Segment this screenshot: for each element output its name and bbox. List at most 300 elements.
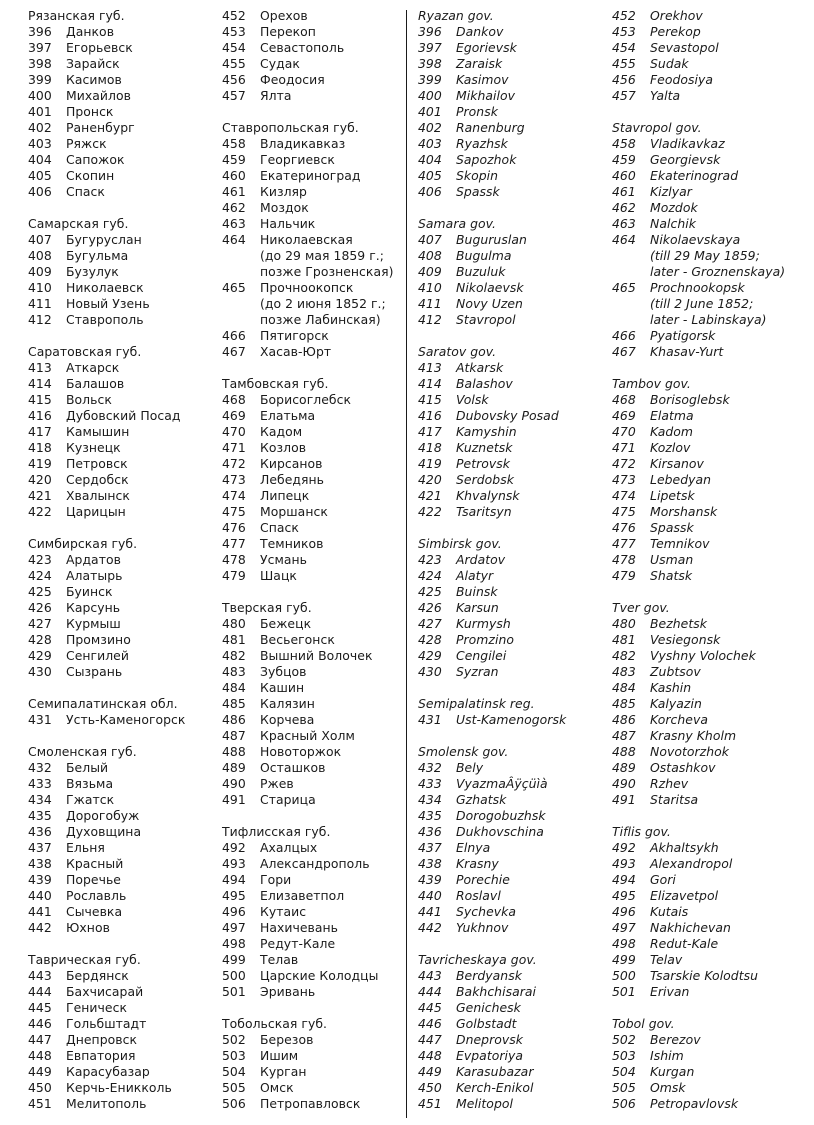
item-name: Nalchik: [650, 216, 696, 231]
section-heading: Тобольская губ.: [222, 1016, 328, 1031]
item-name: Красный: [66, 856, 124, 871]
item-name: Omsk: [650, 1080, 686, 1095]
list-item: [418, 56, 606, 72]
list-item: [418, 1080, 606, 1096]
list-item: [418, 88, 606, 104]
item-name: Feodosiya: [650, 72, 714, 87]
section-heading: Saratov gov.: [418, 344, 497, 359]
list-item: [28, 424, 216, 440]
section-heading: Stavropol gov.: [612, 120, 702, 135]
list-item: [418, 40, 606, 56]
list-item: [28, 920, 216, 936]
item-number: 488: [612, 744, 636, 759]
list-item: [222, 136, 406, 152]
item-number: 435: [28, 808, 52, 823]
item-number: 445: [418, 1000, 442, 1015]
item-number: 432: [28, 760, 52, 775]
item-name: Прочноокопск: [260, 280, 354, 295]
item-number: 492: [612, 840, 636, 855]
list-item: [418, 280, 606, 296]
item-number: 480: [222, 616, 246, 631]
item-name: Евпатория: [66, 1048, 136, 1063]
item-name: Stavropol: [456, 312, 516, 327]
item-number: 497: [222, 920, 246, 935]
list-item: [222, 888, 406, 904]
list-item: [28, 648, 216, 664]
item-number: 468: [612, 392, 636, 407]
item-name: Kasimov: [456, 72, 509, 87]
item-name: (до 2 июня 1852 г.;: [260, 296, 386, 311]
item-number: 477: [612, 536, 636, 551]
item-number: 397: [28, 40, 52, 55]
list-item: [28, 904, 216, 920]
item-name: Buguruslan: [456, 232, 527, 247]
item-name: Nikolaevsk: [456, 280, 524, 295]
list-item: [418, 616, 606, 632]
item-number: 400: [418, 88, 442, 103]
item-name: Дубовский Посад: [66, 408, 181, 423]
item-name: Perekop: [650, 24, 701, 39]
item-name: Юхнов: [66, 920, 110, 935]
list-item: [612, 1080, 812, 1096]
item-number: 418: [28, 440, 52, 455]
list-item: [418, 472, 606, 488]
item-number: 500: [222, 968, 246, 983]
item-name: Гольбштадт: [66, 1016, 147, 1031]
item-number: 505: [612, 1080, 636, 1095]
item-name: Bakhchisarai: [456, 984, 537, 999]
list-item: [418, 760, 606, 776]
item-number: 443: [28, 968, 52, 983]
list-item: [28, 392, 216, 408]
list-item: [418, 920, 606, 936]
item-name: Эривань: [260, 984, 316, 999]
item-name: Ржев: [260, 776, 294, 791]
item-name: Усть-Каменогорск: [66, 712, 186, 727]
list-item: [28, 104, 216, 120]
list-item: [222, 664, 406, 680]
column-english-right: [612, 8, 812, 1112]
list-item: [612, 440, 812, 456]
item-number: 428: [418, 632, 442, 647]
section-gap: [612, 360, 812, 376]
list-item: [418, 152, 606, 168]
list-item: [418, 168, 606, 184]
item-name: Липецк: [260, 488, 310, 503]
item-name: Рославль: [66, 888, 127, 903]
item-name: Georgievsk: [650, 152, 721, 167]
item-name: VyazmaÂÿçüìà: [456, 776, 548, 791]
item-number: 480: [612, 616, 636, 631]
item-number: 430: [28, 664, 52, 679]
item-number: 437: [28, 840, 52, 855]
item-name: Porechie: [456, 872, 510, 887]
list-item: [28, 264, 216, 280]
item-number: 493: [612, 856, 636, 871]
item-number: 457: [222, 88, 246, 103]
list-item: [612, 536, 812, 552]
list-item: [418, 1032, 606, 1048]
list-item: [418, 232, 606, 248]
item-name: Данков: [66, 24, 115, 39]
list-item: [222, 840, 406, 856]
list-item: [222, 88, 406, 104]
item-number: 451: [418, 1096, 442, 1111]
item-name: Ялта: [260, 88, 292, 103]
item-number: 441: [418, 904, 442, 919]
list-item: [612, 24, 812, 40]
list-item: [418, 1016, 606, 1032]
list-item: [222, 216, 406, 232]
item-number: 440: [418, 888, 442, 903]
list-item: [222, 8, 406, 24]
item-number: 479: [612, 568, 636, 583]
item-number: 441: [28, 904, 52, 919]
item-number: 457: [612, 88, 636, 103]
item-number: 468: [222, 392, 246, 407]
item-name: Моздок: [260, 200, 309, 215]
list-item: [612, 344, 812, 360]
item-name: (till 29 May 1859;: [650, 248, 760, 263]
list-item: [612, 328, 812, 344]
list-item: [418, 72, 606, 88]
item-name: Николаевская: [260, 232, 353, 247]
list-item: [222, 168, 406, 184]
item-name: Sudak: [650, 56, 689, 71]
list-item: [612, 8, 812, 24]
item-number: 439: [418, 872, 442, 887]
item-number: 502: [222, 1032, 246, 1047]
list-item: [418, 376, 606, 392]
list-item: [222, 952, 406, 968]
item-name: Елатьма: [260, 408, 316, 423]
list-item: [222, 56, 406, 72]
list-item: [28, 808, 216, 824]
list-item: [612, 936, 812, 952]
list-item: [418, 1096, 606, 1112]
item-name: Сычевка: [66, 904, 123, 919]
list-item: [612, 488, 812, 504]
item-name: Dneprovsk: [456, 1032, 523, 1047]
list-item: [612, 888, 812, 904]
item-name: Белый: [66, 760, 109, 775]
list-item: [28, 24, 216, 40]
item-name: Дорогобуж: [66, 808, 140, 823]
list-item: [28, 888, 216, 904]
list-item: [28, 56, 216, 72]
item-number: 434: [418, 792, 442, 807]
item-name: Zaraisk: [456, 56, 503, 71]
item-number: 400: [28, 88, 52, 103]
item-number: 456: [612, 72, 636, 87]
list-item: [222, 200, 406, 216]
item-number: 446: [28, 1016, 52, 1031]
item-name: Yukhnov: [456, 920, 509, 935]
item-name: Аткарск: [66, 360, 120, 375]
list-item: [418, 456, 606, 472]
item-name: Mikhailov: [456, 88, 516, 103]
item-name: Хвалынск: [66, 488, 130, 503]
section-gap: [418, 936, 606, 952]
item-name: Roslavl: [456, 888, 501, 903]
column-russian-right: [222, 8, 406, 1112]
item-number: 486: [222, 712, 246, 727]
list-item: [28, 136, 216, 152]
item-name: Kalyazin: [650, 696, 702, 711]
item-name: Кутаис: [260, 904, 307, 919]
item-number: 505: [222, 1080, 246, 1095]
list-item: [418, 360, 606, 376]
item-name: Bugulma: [456, 248, 512, 263]
list-item: [612, 792, 812, 808]
list-item: [418, 840, 606, 856]
item-name: Promzino: [456, 632, 514, 647]
list-item: [418, 120, 606, 136]
list-item: [28, 280, 216, 296]
item-name: Феодосия: [260, 72, 325, 87]
item-name: Духовщина: [66, 824, 142, 839]
item-number: 442: [28, 920, 52, 935]
item-name: Kozlov: [650, 440, 691, 455]
item-number: 462: [612, 200, 636, 215]
list-item: [612, 56, 812, 72]
list-item: [28, 776, 216, 792]
item-number: 501: [612, 984, 636, 999]
item-name: позже Грозненская): [260, 264, 394, 279]
item-name: Shatsk: [650, 568, 693, 583]
section-gap: [418, 328, 606, 344]
list-item: [418, 968, 606, 984]
item-number: 470: [222, 424, 246, 439]
list-item: [418, 184, 606, 200]
item-name: later - Labinskaya): [650, 312, 767, 327]
list-item: [418, 296, 606, 312]
section-gap: [612, 584, 812, 600]
list-item: [612, 1064, 812, 1080]
item-number: 484: [222, 680, 246, 695]
item-number: 451: [28, 1096, 52, 1111]
section-gap: [28, 728, 216, 744]
list-item: [28, 552, 216, 568]
list-item: [418, 584, 606, 600]
section-gap: [612, 104, 812, 120]
list-item: [418, 600, 606, 616]
list-item: [222, 936, 406, 952]
item-name: Kirsanov: [650, 456, 704, 471]
item-number: 459: [612, 152, 636, 167]
list-item: [418, 872, 606, 888]
item-number: 485: [222, 696, 246, 711]
list-item: [612, 232, 812, 248]
item-name: Kuznetsk: [456, 440, 513, 455]
list-item: [418, 424, 606, 440]
item-name: Korcheva: [650, 712, 708, 727]
list-item: [28, 360, 216, 376]
item-number: 425: [418, 584, 442, 599]
list-item: [612, 872, 812, 888]
item-name: Спаск: [260, 520, 299, 535]
item-number: 464: [612, 232, 636, 247]
item-name: Вязьма: [66, 776, 114, 791]
item-number: 444: [28, 984, 52, 999]
section-gap: [28, 520, 216, 536]
item-name: Севастополь: [260, 40, 345, 55]
item-number: 410: [418, 280, 442, 295]
list-item: [222, 712, 406, 728]
list-item: [612, 920, 812, 936]
item-name: Старица: [260, 792, 316, 807]
item-name: Krasny Kholm: [650, 728, 737, 743]
item-number: 438: [418, 856, 442, 871]
item-name: Vyshny Volochek: [650, 648, 756, 663]
item-name: Genichesk: [456, 1000, 521, 1015]
item-name: Kamyshin: [456, 424, 517, 439]
item-number: 404: [418, 152, 442, 167]
list-item: [222, 648, 406, 664]
item-name: Ахалцых: [260, 840, 318, 855]
item-number: 429: [28, 648, 52, 663]
item-name: Nakhichevan: [650, 920, 731, 935]
item-number: 401: [28, 104, 52, 119]
item-number: 491: [222, 792, 246, 807]
item-name: Redut-Kale: [650, 936, 719, 951]
item-name: Бежецк: [260, 616, 312, 631]
item-number: 420: [28, 472, 52, 487]
section-heading: Смоленская губ.: [28, 744, 137, 759]
item-number: 481: [222, 632, 246, 647]
item-name: Bezhetsk: [650, 616, 707, 631]
list-item: [222, 1080, 406, 1096]
section-gap: [28, 328, 216, 344]
item-name: Buinsk: [456, 584, 498, 599]
item-number: 469: [612, 408, 636, 423]
section-heading: Semipalatinsk reg.: [418, 696, 535, 711]
item-number: 440: [28, 888, 52, 903]
list-item: [612, 952, 812, 968]
item-number: 492: [222, 840, 246, 855]
item-name: Пятигорск: [260, 328, 329, 343]
item-name: Геническ: [66, 1000, 127, 1015]
item-number: 483: [222, 664, 246, 679]
item-name: Borisoglebsk: [650, 392, 730, 407]
item-name: Касимов: [66, 72, 122, 87]
item-number: 499: [612, 952, 636, 967]
item-name: Golbstadt: [456, 1016, 517, 1031]
item-name: Buzuluk: [456, 264, 506, 279]
list-item: [28, 616, 216, 632]
list-item: [222, 520, 406, 536]
list-item: [612, 456, 812, 472]
item-number: 467: [222, 344, 246, 359]
item-name: Ust-Kamenogorsk: [456, 712, 567, 727]
list-item: [612, 472, 812, 488]
item-number: 417: [418, 424, 442, 439]
list-item: [222, 504, 406, 520]
item-number: 461: [222, 184, 246, 199]
item-number: 396: [418, 24, 442, 39]
section-gap: [418, 520, 606, 536]
list-item: [612, 728, 812, 744]
item-name: Spassk: [456, 184, 500, 199]
item-number: 423: [418, 552, 442, 567]
item-number: 406: [28, 184, 52, 199]
item-number: 429: [418, 648, 442, 663]
item-name: Erivan: [650, 984, 690, 999]
list-item: [222, 152, 406, 168]
item-name: Nikolaevskaya: [650, 232, 741, 247]
item-number: 423: [28, 552, 52, 567]
section-heading: Tobol gov.: [612, 1016, 675, 1031]
list-item: [222, 1048, 406, 1064]
item-name: Morshansk: [650, 504, 718, 519]
item-name: Novotorzhok: [650, 744, 729, 759]
list-item: [28, 856, 216, 872]
list-item: [418, 552, 606, 568]
list-item: [222, 248, 406, 264]
item-number: 466: [222, 328, 246, 343]
list-item: [612, 312, 812, 328]
item-number: 504: [222, 1064, 246, 1079]
item-number: 427: [28, 616, 52, 631]
item-name: Lebedyan: [650, 472, 712, 487]
list-item: [28, 600, 216, 616]
item-number: 496: [222, 904, 246, 919]
list-item: [418, 264, 606, 280]
list-item: [418, 856, 606, 872]
list-item: [418, 792, 606, 808]
item-number: 463: [222, 216, 246, 231]
item-name: Орехов: [260, 8, 308, 23]
item-number: 494: [222, 872, 246, 887]
item-number: 473: [222, 472, 246, 487]
item-number: 427: [418, 616, 442, 631]
item-number: 407: [418, 232, 442, 247]
list-item: [612, 392, 812, 408]
list-item: [222, 312, 406, 328]
item-number: 455: [612, 56, 636, 71]
list-item: [222, 920, 406, 936]
list-item: [418, 664, 606, 680]
item-number: 460: [222, 168, 246, 183]
item-number: 476: [612, 520, 636, 535]
list-item: [418, 824, 606, 840]
item-number: 416: [418, 408, 442, 423]
item-number: 474: [222, 488, 246, 503]
list-item: [222, 856, 406, 872]
item-number: 473: [612, 472, 636, 487]
item-name: Петровск: [66, 456, 128, 471]
list-item: [612, 136, 812, 152]
item-number: 406: [418, 184, 442, 199]
item-name: Mozdok: [650, 200, 698, 215]
item-number: 491: [612, 792, 636, 807]
item-number: 476: [222, 520, 246, 535]
list-item: [612, 632, 812, 648]
list-item: [222, 744, 406, 760]
item-number: 477: [222, 536, 246, 551]
item-number: 403: [28, 136, 52, 151]
item-name: Корчева: [260, 712, 315, 727]
item-number: 495: [222, 888, 246, 903]
item-name: Кашин: [260, 680, 305, 695]
list-item: [222, 232, 406, 248]
item-name: Pronsk: [456, 104, 498, 119]
section-heading: Simbirsk gov.: [418, 536, 502, 551]
list-item: [418, 392, 606, 408]
item-name: Вольск: [66, 392, 112, 407]
item-number: 439: [28, 872, 52, 887]
list-item: [28, 568, 216, 584]
